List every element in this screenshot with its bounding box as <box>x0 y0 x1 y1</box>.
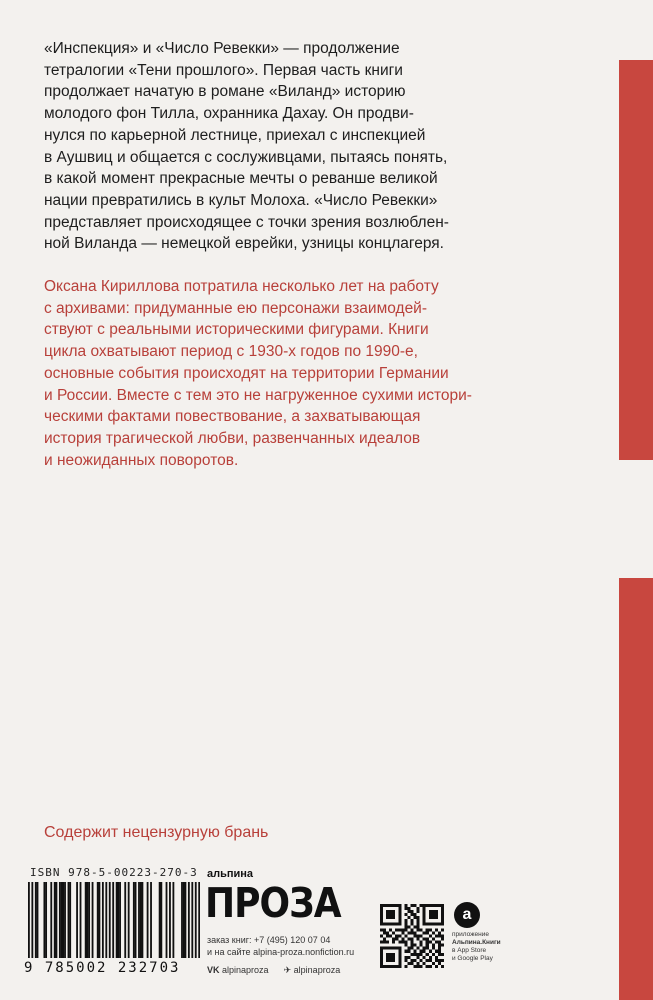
text-line: Оксана Кириллова потратила несколько лет на работу <box>44 278 439 295</box>
social-links <box>207 965 340 976</box>
app-badge-line: в App Store <box>452 947 487 954</box>
text-line: нулся по карьерной лестнице, приехал с инспекцией <box>44 126 426 144</box>
isbn-label: ISBN 978-5-00223-270-3 <box>30 866 198 879</box>
app-badge-line: приложение <box>452 931 489 938</box>
text-line: история трагической любви, развенчанных идеалов <box>44 429 421 447</box>
text-line: продолжает начатую в романе «Виланд» историю <box>44 83 406 101</box>
publisher-logo: ПРОЗА <box>205 880 341 928</box>
text-line: с архивами: придуманные ею персонажи взаимодей- <box>44 299 428 317</box>
app-badge-line: Альпина.Книги <box>452 939 501 946</box>
text-line: ствуют с реальными историческими фигурами. Книги <box>44 321 429 339</box>
order-site: и на сайте alpina-proza.nonfiction.ru <box>207 947 355 957</box>
text-line: нации превратились в культ Молоха. «Число Ревекки» <box>44 191 438 209</box>
qr-code <box>380 904 444 968</box>
cover-red-strip-bottom <box>619 578 653 1000</box>
order-info <box>207 934 354 958</box>
text-line: основные события происходят на территории Германии <box>44 364 449 382</box>
content-warning: Содержит нецензурную брань <box>44 824 269 841</box>
annotation-paragraph-1 <box>44 38 604 255</box>
text-line: и неожиданных поворотов. <box>44 451 239 469</box>
vk-icon: VK <box>207 965 220 975</box>
text-line: «Инспекция» и «Число Ревекки» — продолжение <box>44 40 400 57</box>
alpina-app-logo-icon: а <box>454 902 480 928</box>
text-line: и России. Вместе с тем это не нагруженное сухими истори- <box>44 386 472 404</box>
text-line: ческими фактами повествование, а захватывающая <box>44 408 421 426</box>
publisher-name-small: альпина <box>207 868 254 880</box>
annotation-paragraph-2 <box>44 276 604 471</box>
text-line: молодого фон Тилла, охранника Дахау. Он продви- <box>44 105 414 123</box>
vk-handle: alpinaproza <box>222 965 269 975</box>
telegram-icon: ✈ <box>283 965 292 975</box>
text-line: тетралогии «Тени прошлого». Первая часть книги <box>44 61 403 79</box>
telegram-handle: alpinaproza <box>293 965 341 975</box>
text-line: в какой момент прекрасные мечты о реванше великой <box>44 170 438 188</box>
text-line: ной Виланда — немецкой еврейки, узницы концлагеря. <box>44 235 444 253</box>
order-phone: заказ книг: +7 (495) 120 07 04 <box>207 935 331 945</box>
barcode <box>28 882 200 958</box>
cover-red-strip-top <box>619 60 653 460</box>
text-line: цикла охватывают период с 1930-х годов по 1990-е, <box>44 343 418 361</box>
barcode-digits: 9 785002 232703 <box>24 960 181 976</box>
app-badge <box>452 902 512 972</box>
text-line: представляет происходящее с точки зрения возлюблен- <box>44 213 449 231</box>
app-badge-line: и Google Play <box>452 955 493 962</box>
text-line: в Аушвиц и общается с сослуживцами, пытаясь понять, <box>44 148 448 166</box>
